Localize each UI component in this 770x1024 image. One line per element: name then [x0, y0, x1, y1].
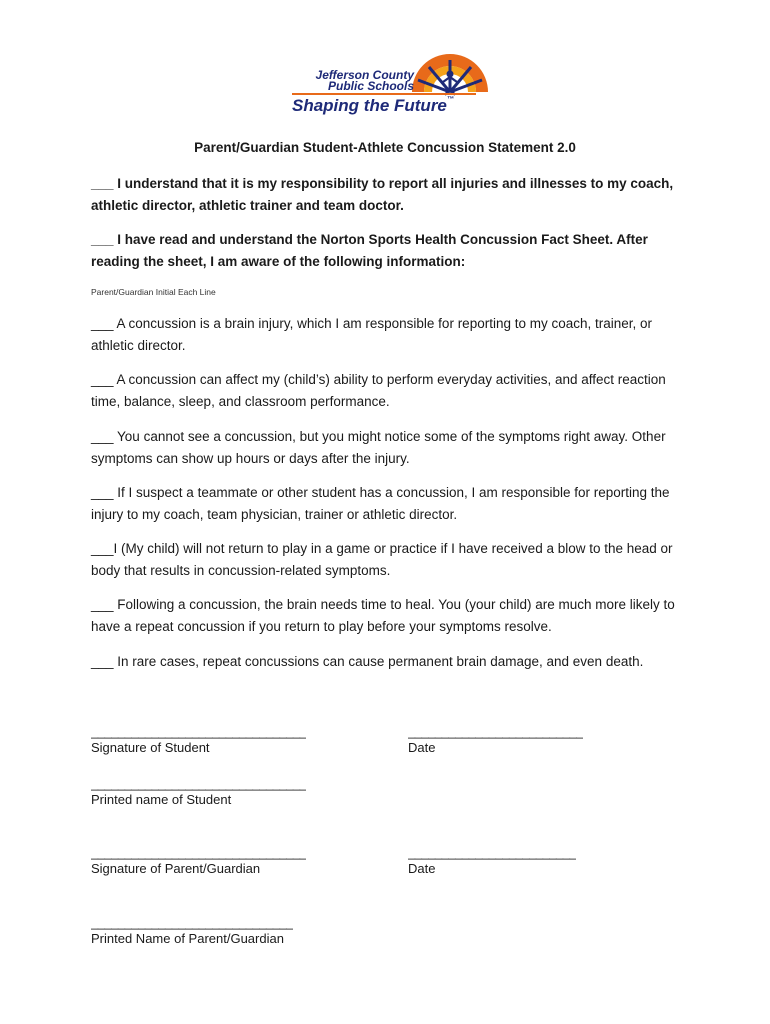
- item-return-to-play: ___I (My child) will not return to play in a game or practice if I have received a blow to the head or body that results in concussion-related symptoms.: [91, 541, 673, 578]
- logo-line-1: Jefferson County: [315, 68, 414, 82]
- logo-tagline: [292, 96, 454, 116]
- jcps-logo: [290, 50, 490, 120]
- student-printed-name-line[interactable]: ________________________________: [91, 776, 307, 791]
- logo-line-2: Public Schools: [327, 79, 414, 93]
- document-title: Parent/Guardian Student-Athlete Concussion Statement 2.0: [194, 140, 576, 155]
- item-brain-heal: ___ Following a concussion, the brain needs time to heal. You (your child) are much more likely to have a repeat concussion if you return to play before your symptoms resolve.: [91, 597, 675, 634]
- parent-printed-name-label: Printed Name of Parent/Guardian: [91, 931, 284, 946]
- parent-date-label: Date: [408, 861, 436, 876]
- student-signature-label: Signature of Student: [91, 740, 210, 755]
- parent-date-line[interactable]: _________________________: [408, 845, 577, 860]
- item-teammate-reporting: ___ If I suspect a teammate or other student has a concussion, I am responsible for reporting the injury to my coach, team physician, trainer or athletic director.: [91, 485, 670, 522]
- item-affect-activities: ___ A concussion can affect my (child’s) ability to perform everyday activities, and affect reaction time, balance, sleep, and classroom performance.: [91, 372, 666, 409]
- student-date-label: Date: [408, 740, 436, 755]
- item-rare-cases: ___ In rare cases, repeat concussions can cause permanent brain damage, and even death.: [91, 654, 644, 669]
- statement-fact-sheet: ___ I have read and understand the Norton Sports Health Concussion Fact Sheet. After reading the sheet, I am aware of the following information:: [91, 232, 648, 269]
- student-printed-name-label: Printed name of Student: [91, 792, 232, 807]
- item-cannot-see: ___ You cannot see a concussion, but you might notice some of the symptoms right away. Other symptoms can show up hours or days after the injury.: [91, 429, 666, 466]
- parent-signature-line[interactable]: ________________________________: [91, 845, 307, 860]
- sunburst-emblem: [412, 54, 488, 95]
- student-date-line[interactable]: __________________________: [408, 724, 583, 739]
- item-concussion-brain-injury: ___ A concussion is a brain injury, which I am responsible for reporting to my coach, trainer, or athletic director.: [91, 316, 653, 353]
- trademark-mark: ™: [446, 96, 454, 103]
- student-signature-line[interactable]: ________________________________: [91, 724, 307, 739]
- parent-printed-name-line[interactable]: ______________________________: [91, 915, 293, 930]
- statement-responsibility: ___ I understand that it is my responsibility to report all injuries and illnesses to my coach, athletic director, athletic trainer and team doctor.: [91, 176, 674, 213]
- initial-note: Parent/Guardian Initial Each Line: [91, 287, 216, 297]
- logo-tagline-text: Shaping the Future: [292, 96, 447, 115]
- parent-signature-label: Signature of Parent/Guardian: [91, 861, 261, 876]
